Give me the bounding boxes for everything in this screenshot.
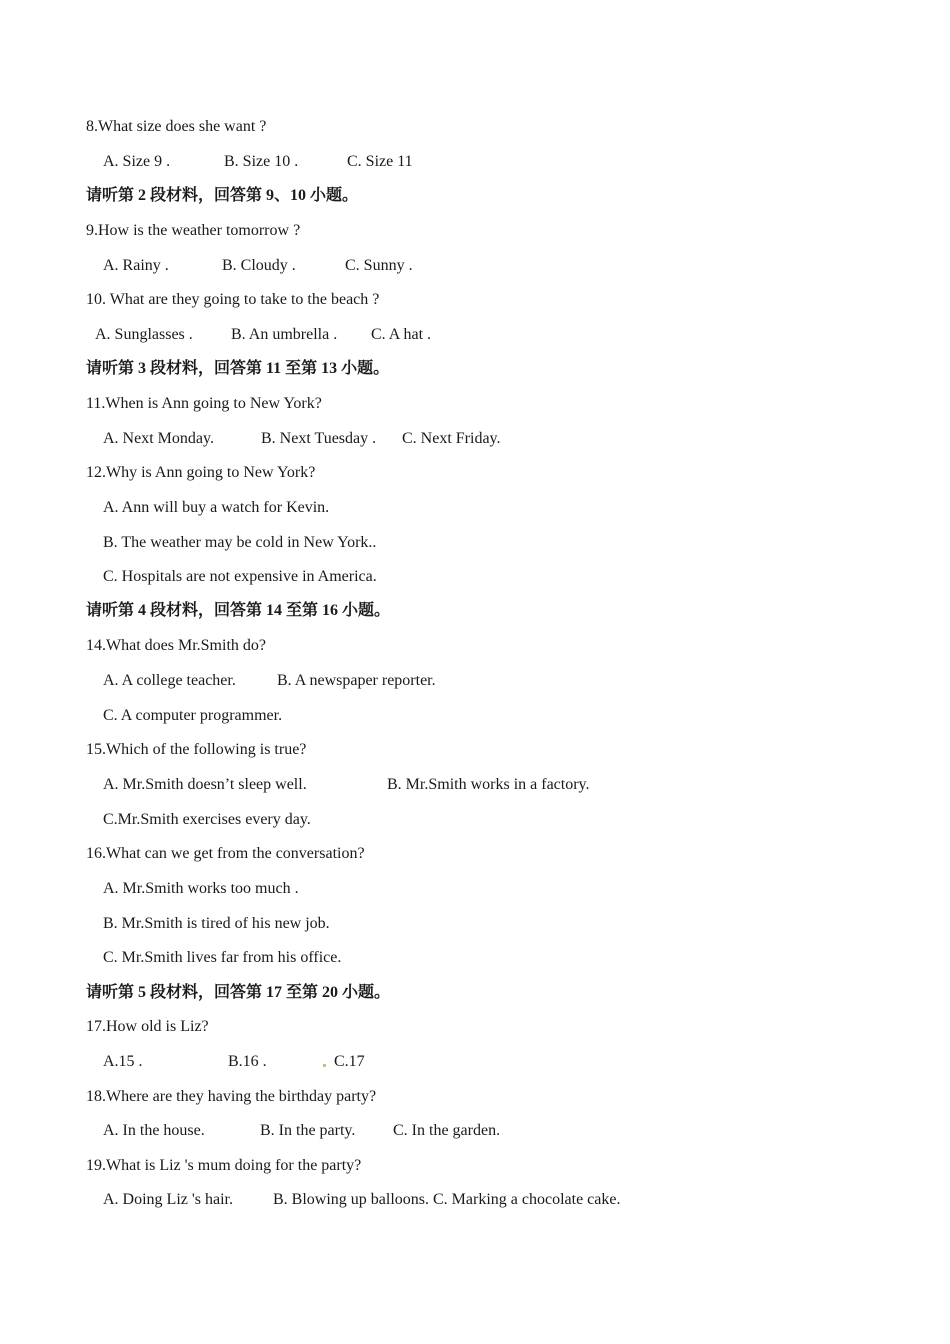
- question-9-option-c: C. Sunny .: [345, 257, 413, 274]
- question-16-option-a: A. Mr.Smith works too much .: [103, 880, 299, 897]
- question-14-option-a: A. A college teacher.: [103, 672, 236, 689]
- section-2-heading: 请听第 2 段材料，回答第 9、10 小题。: [86, 187, 359, 204]
- section-3-heading: 请听第 3 段材料，回答第 11 至第 13 小题。: [86, 360, 390, 377]
- question-15-option-a: A. Mr.Smith doesn’t sleep well.: [103, 776, 307, 793]
- question-10-options: [0, 325, 950, 345]
- question-19-options: [0, 1190, 950, 1210]
- section-5-heading: 请听第 5 段材料，回答第 17 至第 20 小题。: [86, 984, 391, 1001]
- question-19-option-b: B. Blowing up balloons. C. Marking a chocolate cake.: [273, 1191, 621, 1208]
- question-19-option-a: A. Doing Liz 's hair.: [103, 1191, 233, 1208]
- question-17-option-c: C.17: [334, 1053, 365, 1070]
- question-18: 18.Where are they having the birthday party?: [86, 1088, 377, 1105]
- question-16-option-b: B. Mr.Smith is tired of his new job.: [103, 915, 330, 932]
- question-10-option-b: B. An umbrella .: [231, 326, 338, 343]
- question-19: 19.What is Liz 's mum doing for the party?: [86, 1157, 362, 1174]
- question-18-option-a: A. In the house.: [103, 1122, 205, 1139]
- question-11-option-a: A. Next Monday.: [103, 430, 214, 447]
- question-14-options: [0, 671, 950, 691]
- question-14-option-b: B. A newspaper reporter.: [277, 672, 436, 689]
- question-8: 8.What size does she want ?: [86, 118, 267, 135]
- question-14-option-c: C. A computer programmer.: [103, 707, 283, 724]
- question-11-option-b: B. Next Tuesday .: [261, 430, 377, 447]
- section-4-heading: 请听第 4 段材料，回答第 14 至第 16 小题。: [86, 602, 391, 619]
- question-9: 9.How is the weather tomorrow ?: [86, 222, 301, 239]
- question-15: 15.Which of the following is true?: [86, 741, 307, 758]
- question-8-option-c: C. Size 11: [347, 153, 413, 170]
- question-10: 10. What are they going to take to the beach ?: [86, 291, 380, 308]
- question-8-options: [0, 152, 950, 172]
- question-11: 11.When is Ann going to New York?: [86, 395, 322, 412]
- question-8-option-b: B. Size 10 .: [224, 153, 299, 170]
- question-17: 17.How old is Liz?: [86, 1018, 209, 1035]
- question-15-option-c: C.Mr.Smith exercises every day.: [103, 811, 311, 828]
- question-16-option-c: C. Mr.Smith lives far from his office.: [103, 949, 342, 966]
- question-9-option-b: B. Cloudy .: [222, 257, 296, 274]
- question-11-options: [0, 429, 950, 449]
- question-9-options: [0, 256, 950, 276]
- question-14: 14.What does Mr.Smith do?: [86, 637, 266, 654]
- question-12: 12.Why is Ann going to New York?: [86, 464, 316, 481]
- question-17-option-a: A.15 .: [103, 1053, 143, 1070]
- question-15-options: [0, 775, 950, 795]
- question-18-option-b: B. In the party.: [260, 1122, 356, 1139]
- question-12-option-a: A. Ann will buy a watch for Kevin.: [103, 499, 330, 516]
- question-8-option-a: A. Size 9 .: [103, 153, 171, 170]
- question-10-option-a: A. Sunglasses .: [95, 326, 193, 343]
- stray-mark: [323, 1064, 326, 1067]
- question-17-option-b: B.16 .: [228, 1053, 267, 1070]
- question-18-option-c: C. In the garden.: [393, 1122, 501, 1139]
- question-11-option-c: C. Next Friday.: [402, 430, 501, 447]
- question-16: 16.What can we get from the conversation?: [86, 845, 365, 862]
- question-10-option-c: C. A hat .: [371, 326, 432, 343]
- question-12-option-c: C. Hospitals are not expensive in America.: [103, 568, 377, 585]
- question-15-option-b: B. Mr.Smith works in a factory.: [387, 776, 590, 793]
- question-12-option-b: B. The weather may be cold in New York..: [103, 534, 377, 551]
- question-17-options: [0, 1052, 950, 1072]
- question-9-option-a: A. Rainy .: [103, 257, 169, 274]
- question-18-options: [0, 1121, 950, 1141]
